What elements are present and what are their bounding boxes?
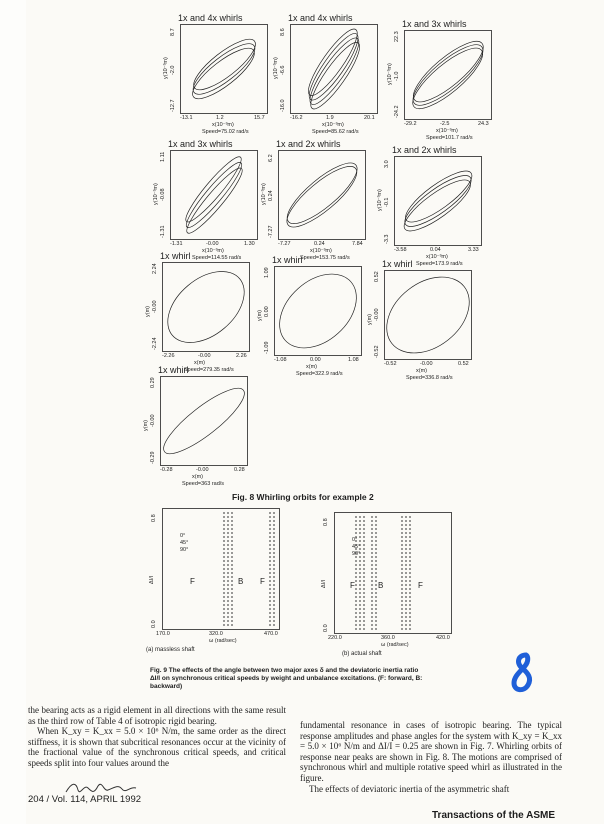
speed-label: Speed=114.55 rad/s (192, 255, 242, 261)
y-tick-label: 2.24 (152, 263, 158, 274)
x-tick-label: -2.26 (162, 353, 175, 359)
orbit-trace (187, 36, 262, 102)
y-axis-label: y(m) (143, 420, 149, 431)
y-axis-label: y(10⁻³m) (387, 63, 393, 85)
figure-9-caption: Fig. 9 The effects of the angle between two major axes δ and the deviatoric inertia ratio ΔI/I on synchronous critical speeds by weight and unbalance excitations. (F: forward, B: backward) (150, 667, 423, 690)
orbit-plot (394, 156, 482, 246)
x-tick-label: -1.08 (274, 357, 287, 363)
panel-title: 1x and 4x whirls (288, 13, 353, 23)
y-tick-label: -0.52 (374, 345, 380, 358)
region-label: B (378, 581, 384, 590)
y-tick-label: -0.1 (384, 197, 390, 207)
x-tick-label: 0.24 (314, 241, 325, 247)
y-tick-label: -6.6 (280, 65, 286, 75)
x-axis-label: x(m) (192, 474, 203, 480)
page-folio: 204 / Vol. 114, APRIL 1992 (28, 794, 142, 805)
x-tick-label: -0.00 (206, 241, 219, 247)
y-axis-label: y(m) (145, 306, 151, 317)
x-tick-label: -16.2 (290, 115, 303, 121)
y-tick-label: -1.0 (394, 71, 400, 81)
x-tick-label: 7.84 (352, 241, 363, 247)
panel-title: 1x whirl (272, 255, 303, 265)
x-axis-label: x(10⁻³m) (436, 128, 458, 134)
legend-entry: 90° (352, 551, 361, 557)
orbit-plot (404, 30, 492, 120)
panel-title: 1x and 4x whirls (178, 13, 243, 23)
region-label: F (190, 577, 195, 586)
y-tick-label: 0.0 (151, 620, 157, 628)
y-tick-label: 0.8 (151, 514, 157, 522)
orbit-panel (387, 19, 500, 150)
orbit-plot (170, 150, 258, 240)
x-tick-label: 1.9 (326, 115, 334, 121)
x-tick-label: -7.27 (278, 241, 291, 247)
orbit-plot (180, 24, 268, 114)
y-axis-label: y(10⁻³m) (377, 189, 383, 211)
x-tick-label: -0.00 (196, 467, 209, 473)
blue-pen-mark-figure (506, 651, 540, 695)
legend-entry: 90° (180, 547, 189, 553)
x-tick-label: 24.3 (478, 121, 489, 127)
orbit-plot (278, 150, 366, 240)
x-axis-label: x(m) (306, 364, 317, 370)
y-tick-label: -0.00 (374, 308, 380, 321)
orbit-panel (257, 255, 370, 386)
x-tick-label: 360.0 (381, 635, 395, 641)
x-tick-label: 3.33 (468, 247, 479, 253)
y-tick-label: -12.7 (170, 99, 176, 112)
panel-title: 1x and 3x whirls (402, 19, 467, 29)
orbit-trace (398, 172, 477, 238)
speed-label: Speed=153.75 rad/s (300, 255, 350, 261)
x-tick-label: -0.28 (160, 467, 173, 473)
critical-speed-plot-right (322, 512, 460, 674)
x-tick-label: -13.1 (180, 115, 193, 121)
handwritten-signature (64, 780, 144, 798)
speed-label: Speed=336.8 rad/s (406, 375, 453, 381)
y-tick-label: -0.00 (150, 414, 156, 427)
plot-frame (334, 512, 452, 634)
x-tick-label: -2.5 (440, 121, 450, 127)
y-tick-label: -3.3 (384, 234, 390, 244)
y-tick-label: -24.2 (394, 105, 400, 118)
orbit-trace (405, 36, 490, 114)
y-tick-label: 0.8 (323, 518, 329, 526)
y-tick-label: 0.24 (268, 190, 274, 201)
x-axis-label: x(m) (416, 368, 427, 374)
x-tick-label: 1.2 (216, 115, 224, 121)
orbit-plot (160, 376, 248, 466)
panel-title: 1x and 3x whirls (168, 139, 233, 149)
legend-entry: 45° (352, 544, 361, 550)
y-tick-label: 8.7 (170, 28, 176, 36)
speed-label: Speed=85.62 rad/s (312, 129, 359, 135)
orbit-plot (274, 266, 362, 356)
x-tick-label: 0.04 (430, 247, 441, 253)
speed-label: Speed=279.35 rad/s (184, 367, 234, 373)
speed-label: Speed=363 rad/s (182, 481, 225, 487)
y-tick-label: -2.0 (170, 65, 176, 75)
y-tick-label: -0.00 (152, 300, 158, 313)
body-text-right-column: fundamental resonance in cases of isotropic bearing. The typical response amplitudes and phase angles for the system with K_xy = K_xx = 5.0 × 10⁶ N/m and ΔI/I = 0.25 are shown in Fig. 7. Whirling orbits of response near peaks are shown in Fig. 8. The motions are comprised of synchronous whirl and multiple rotative speed whirl as illustrated in the figure. The effects of deviatoric inertia of the asymmetric shaft (300, 720, 562, 794)
speed-label: Speed=173.9 rad/s (416, 261, 463, 267)
x-tick-label: -0.00 (420, 361, 433, 367)
x-tick-label: -3.58 (394, 247, 407, 253)
x-tick-label: 0.52 (458, 361, 469, 367)
y-axis-label: ΔI/I (321, 579, 327, 588)
y-tick-label: -7.27 (268, 225, 274, 238)
orbit-trace (265, 259, 371, 362)
orbit-trace (399, 168, 478, 234)
x-axis-label: x(10⁻³m) (202, 248, 224, 254)
orbit-trace (372, 261, 484, 368)
x-tick-label: 2.26 (236, 353, 247, 359)
y-tick-label: 0.00 (264, 306, 270, 317)
y-tick-label: -2.24 (152, 337, 158, 350)
speed-label: Speed=75.02 rad/s (202, 129, 249, 135)
x-axis-label: x(10⁻³m) (322, 122, 344, 128)
subplot-label: (a) massless shaft (146, 647, 195, 653)
x-tick-label: 0.28 (234, 467, 245, 473)
panel-title: 1x whirl (382, 259, 413, 269)
y-axis-label: y(10⁻³m) (163, 57, 169, 79)
orbit-panel (367, 259, 480, 390)
x-axis-label: ω (rad/sec) (381, 642, 409, 648)
y-axis-label: ΔI/I (149, 575, 155, 584)
orbit-panel (163, 13, 276, 144)
y-axis-label: y(m) (367, 314, 373, 325)
body-text-left-column: the bearing acts as a rigid element in all directions with the same result as the third row of Table 4 of isotropic rigid bearing. When K_xy = K_xx = 5.0 × 10⁶ N/m, the same order as the direct stiffness, it is shown that subcritical resonances occur at the vicinity of the fractional value of the synchronous critical speeds, and critical speeds split into four values around the (28, 705, 286, 768)
legend-entry: 0° (352, 537, 358, 543)
subplot-label: (b) actual shaft (342, 651, 382, 657)
orbit-trace (406, 33, 491, 111)
region-label: F (418, 581, 423, 590)
x-axis-label: x(m) (194, 360, 205, 366)
orbit-trace (154, 257, 257, 356)
x-tick-label: -0.52 (384, 361, 397, 367)
speed-label: Speed=101.7 rad/s (426, 135, 473, 141)
x-tick-label: 1.08 (348, 357, 359, 363)
region-label: F (260, 577, 265, 586)
panel-title: 1x and 2x whirls (392, 145, 457, 155)
x-tick-label: 0.00 (310, 357, 321, 363)
panel-title: 1x whirl (160, 251, 191, 261)
y-tick-label: -1.31 (160, 225, 166, 238)
y-tick-label: 0.52 (374, 271, 380, 282)
x-tick-label: -0.00 (198, 353, 211, 359)
x-axis-label: x(10⁻³m) (426, 254, 448, 260)
x-axis-label: ω (rad/sec) (209, 638, 237, 644)
orbit-plot (384, 270, 472, 360)
x-tick-label: 420.0 (436, 635, 450, 641)
region-label: F (350, 581, 355, 590)
y-tick-label: 6.2 (268, 154, 274, 162)
y-tick-label: -16.0 (280, 99, 286, 112)
y-tick-label: -0.29 (150, 451, 156, 464)
panel-title: 1x and 2x whirls (276, 139, 341, 149)
y-tick-label: 3.0 (384, 160, 390, 168)
y-tick-label: 0.0 (323, 624, 329, 632)
y-axis-label: y(10⁻³m) (153, 183, 159, 205)
x-tick-label: -1.31 (170, 241, 183, 247)
orbit-plot (290, 24, 378, 114)
y-tick-label: 8.6 (280, 28, 286, 36)
legend-entry: 0° (180, 533, 186, 539)
x-axis-label: x(10⁻³m) (310, 248, 332, 254)
orbit-plot (162, 262, 250, 352)
orbit-panel (261, 139, 374, 270)
y-tick-label: 1.11 (160, 151, 166, 162)
y-tick-label: -1.09 (264, 341, 270, 354)
orbit-panel (377, 145, 490, 276)
journal-title: Transactions of the ASME (432, 810, 555, 821)
orbit-trace (279, 154, 364, 232)
y-axis-label: y(10⁻³m) (261, 183, 267, 205)
y-tick-label: -0.08 (160, 188, 166, 201)
orbit-trace (399, 163, 478, 229)
scan-margin (0, 0, 26, 824)
x-axis-label: x(10⁻³m) (212, 122, 234, 128)
panel-title: 1x whirl (158, 365, 189, 375)
x-tick-label: 1.30 (244, 241, 255, 247)
plot-frame (162, 508, 280, 630)
figure-8-caption: Fig. 8 Whirling orbits for example 2 (232, 492, 374, 502)
x-tick-label: 220.0 (328, 635, 342, 641)
y-axis-label: y(10⁻³m) (273, 57, 279, 79)
x-tick-label: 470.0 (264, 631, 278, 637)
x-tick-label: -29.2 (404, 121, 417, 127)
y-tick-label: 0.29 (150, 377, 156, 388)
orbit-trace (405, 39, 490, 117)
y-axis-label: y(m) (257, 310, 263, 321)
x-tick-label: 320.0 (209, 631, 223, 637)
legend-entry: 45° (180, 540, 189, 546)
x-tick-label: 15.7 (254, 115, 265, 121)
region-label: B (238, 577, 244, 586)
orbit-trace (156, 379, 252, 463)
x-tick-label: 20.1 (364, 115, 375, 121)
orbit-panel (143, 365, 256, 496)
critical-speed-plot-left (146, 508, 288, 670)
x-tick-label: 170.0 (156, 631, 170, 637)
orbit-trace (279, 158, 364, 236)
speed-label: Speed=322.9 rad/s (296, 371, 343, 377)
y-tick-label: 22.3 (394, 31, 400, 42)
y-tick-label: 1.09 (264, 267, 270, 278)
